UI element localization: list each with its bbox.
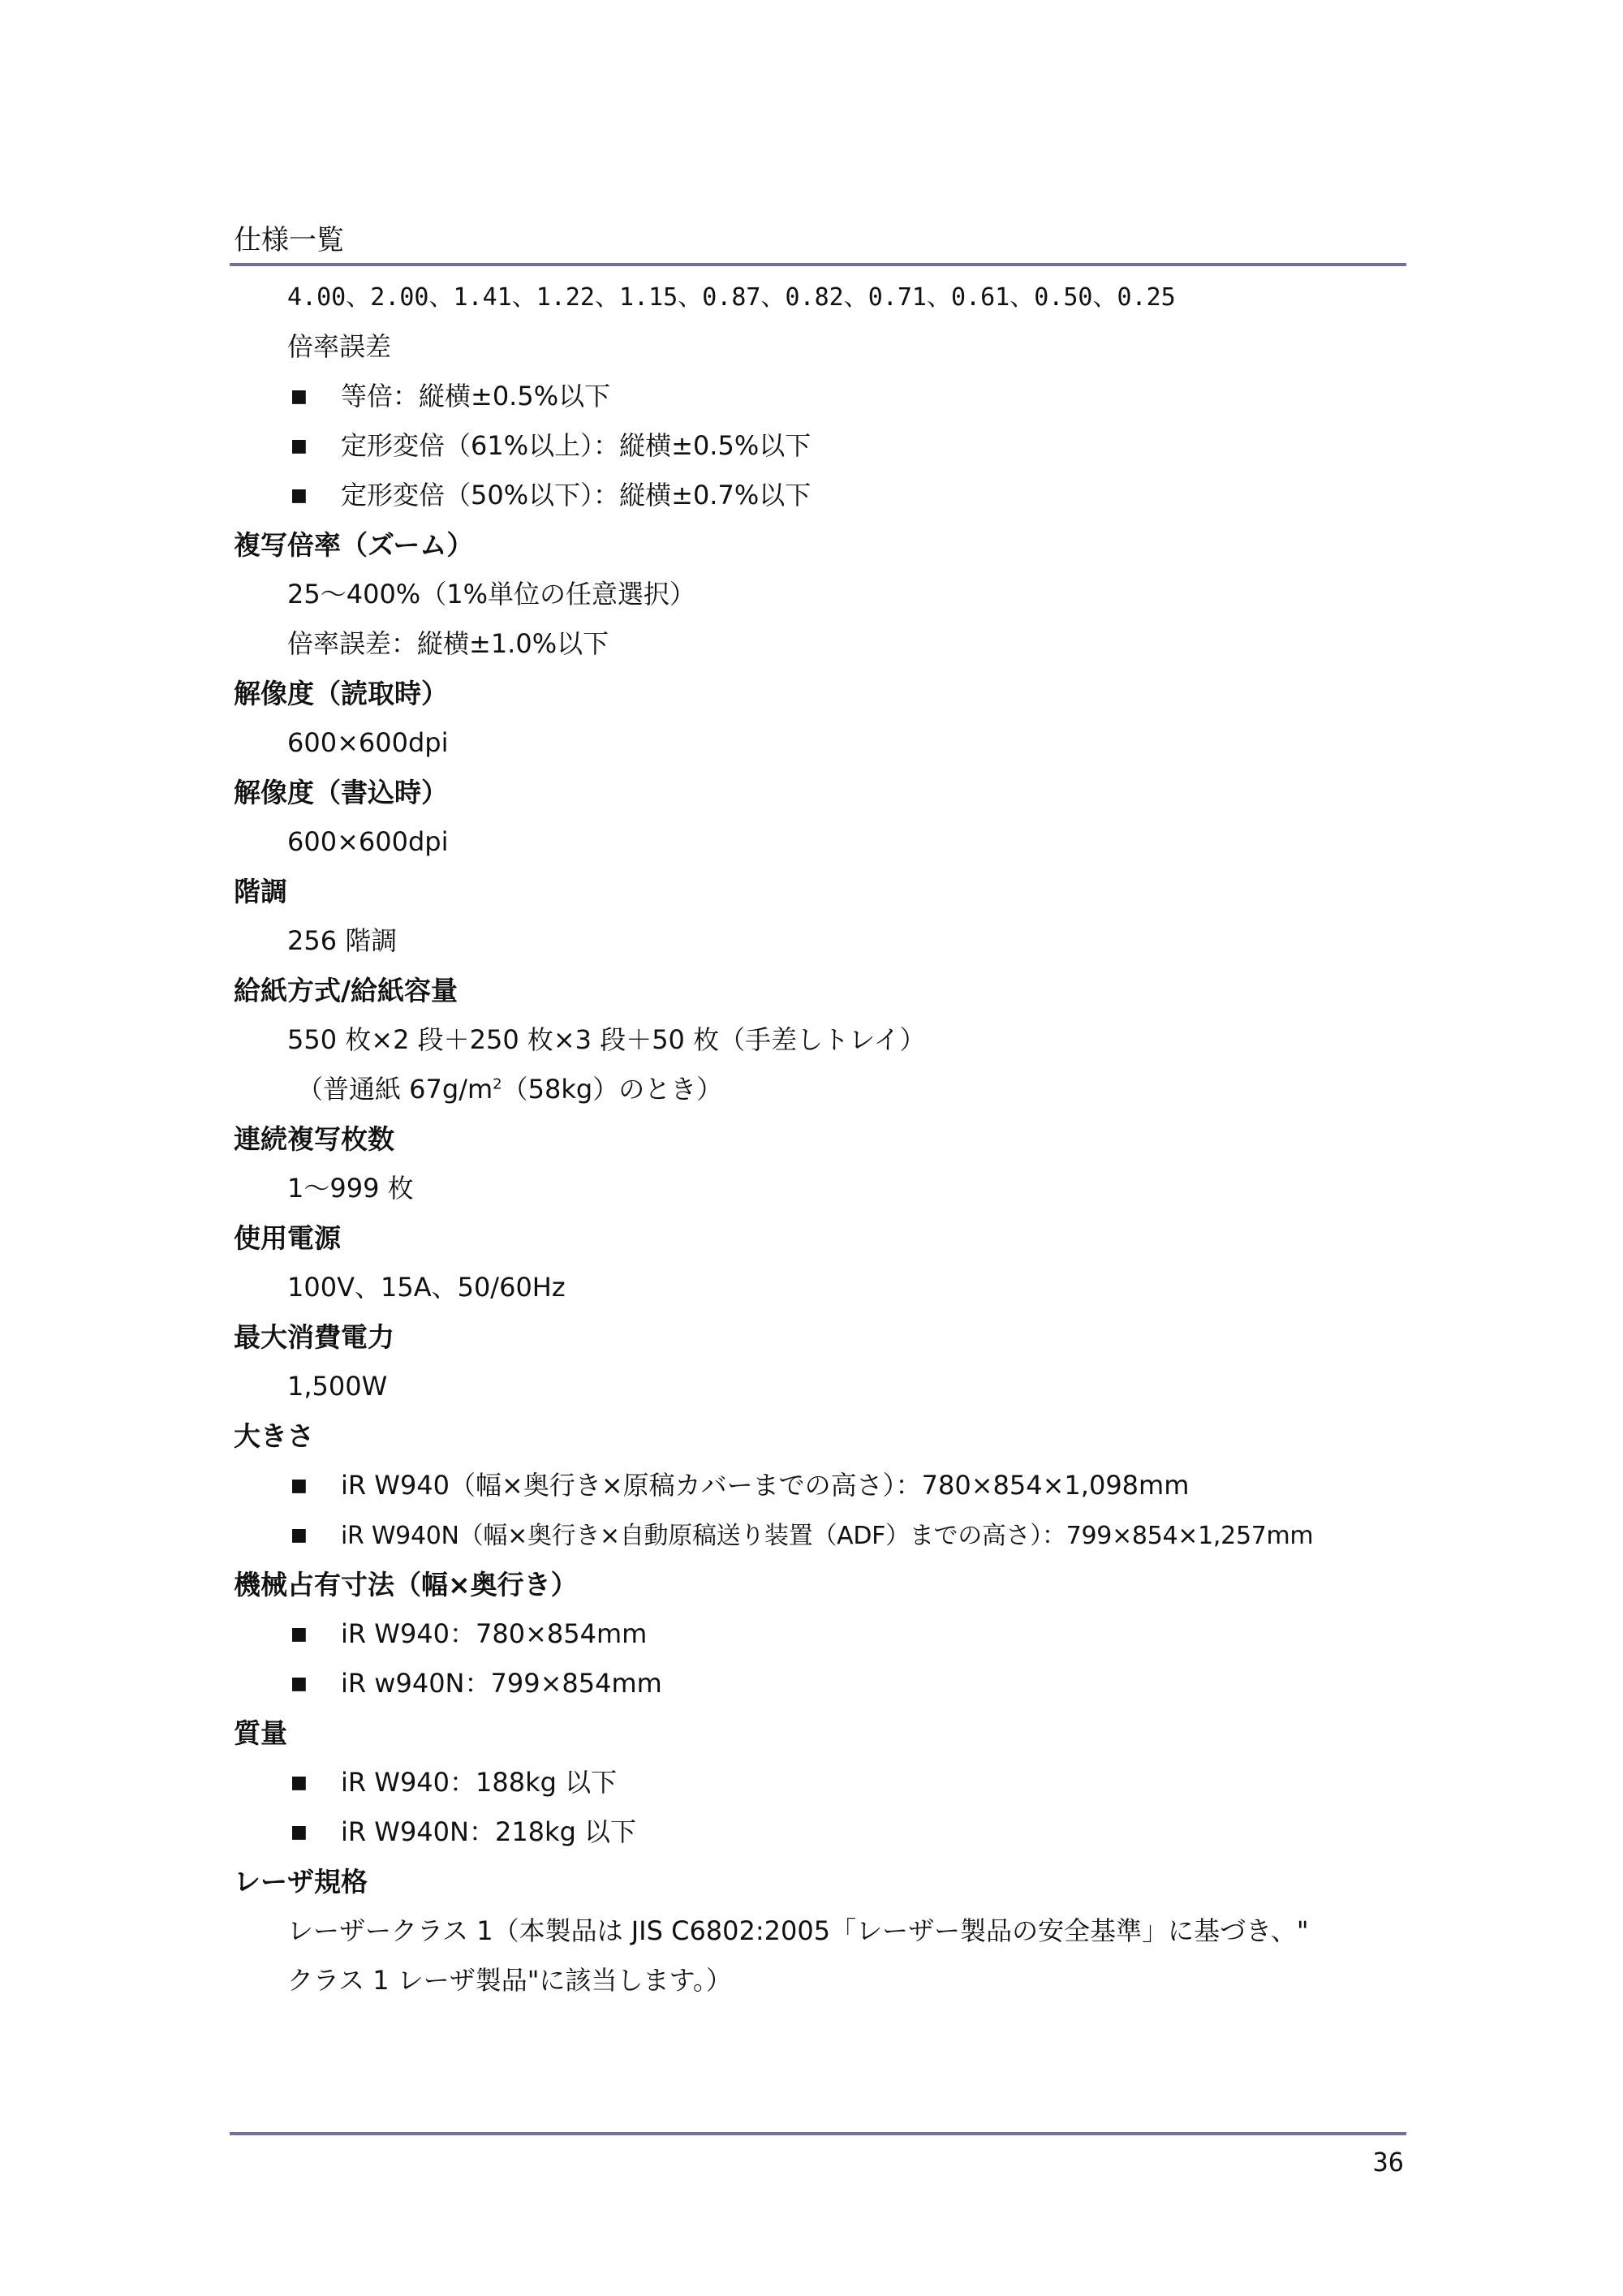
- list-item: [234, 1659, 1410, 1708]
- list-item-text: iR w940N：799×854mm: [341, 1668, 662, 1699]
- spec-list: [234, 273, 1410, 2005]
- power-supply-value: 100V、15A、50/60Hz: [287, 1272, 566, 1303]
- zoom-error: 倍率誤差：縦横±1.0%以下: [287, 628, 609, 659]
- paper-note-suffix: （58kg）のとき）: [502, 1074, 723, 1105]
- section-heading-resolution-read: 解像度（読取時）: [234, 678, 448, 709]
- paper-note-prefix: （普通紙 67g/m: [297, 1074, 493, 1105]
- list-item: [234, 1510, 1410, 1560]
- list-item: [234, 1609, 1410, 1659]
- list-item: [234, 372, 1410, 421]
- square-bullet-icon: ■: [291, 1674, 308, 1694]
- header-rule: [230, 263, 1406, 266]
- list-item-text: 等倍：縦横±0.5%以下: [341, 381, 611, 411]
- list-item-text: iR W940N（幅×奥行き×自動原稿送り装置（ADF）までの高さ）：799×854×1,257mm: [341, 1522, 1314, 1550]
- section-heading-laser: レーザ規格: [234, 1866, 368, 1898]
- section-heading-resolution-write: 解像度（書込時）: [234, 777, 448, 808]
- paper-feed-note: [234, 1065, 1410, 1114]
- list-item-text: iR W940（幅×奥行き×原稿カバーまでの高さ）：780×854×1,098mm: [341, 1470, 1190, 1501]
- zoom-fixed-ratios: 4.00、2.00、1.41、1.22、1.15、0.87、0.82、0.71、0.61、0.50、0.25: [287, 283, 1176, 312]
- zoom-range: 25～400%（1%単位の任意選択）: [287, 579, 695, 610]
- square-bullet-icon: ■: [291, 1525, 308, 1545]
- laser-text-line-2: クラス 1 レーザ製品"に該当します。）: [287, 1965, 732, 1996]
- paper-note-superscript: 2: [493, 1075, 502, 1093]
- list-item-text: iR W940N：218kg 以下: [341, 1816, 637, 1847]
- square-bullet-icon: ■: [291, 1773, 308, 1793]
- list-item-text: 定形変倍（50%以下）：縦横±0.7%以下: [341, 480, 812, 510]
- list-item: [234, 1758, 1410, 1807]
- max-power-value: 1,500W: [287, 1371, 388, 1402]
- square-bullet-icon: ■: [291, 1475, 308, 1496]
- square-bullet-icon: ■: [291, 485, 308, 506]
- square-bullet-icon: ■: [291, 386, 308, 407]
- section-heading-footprint: 機械占有寸法（幅×奥行き）: [234, 1569, 578, 1600]
- section-heading-continuous-copies: 連続複写枚数: [234, 1123, 394, 1155]
- resolution-read-value: 600×600dpi: [287, 727, 449, 758]
- list-item: [234, 1461, 1410, 1510]
- paper-feed-value: 550 枚×2 段＋250 枚×3 段＋50 枚（手差しトレイ）: [287, 1024, 926, 1055]
- section-heading-paper-feed: 給紙方式/給紙容量: [234, 975, 458, 1006]
- list-item: [234, 421, 1410, 471]
- continuous-copies-value: 1～999 枚: [287, 1173, 414, 1204]
- list-item: [234, 471, 1410, 520]
- section-heading-size: 大きさ: [234, 1420, 314, 1452]
- zoom-error-label: 倍率誤差: [287, 331, 392, 362]
- square-bullet-icon: ■: [291, 436, 308, 456]
- resolution-write-value: 600×600dpi: [287, 826, 449, 857]
- list-item-text: 定形変倍（61%以上）：縦横±0.5%以下: [341, 430, 812, 461]
- section-heading-weight: 質量: [234, 1717, 287, 1749]
- list-item: [234, 1807, 1410, 1857]
- footer-rule: [230, 2132, 1406, 2135]
- section-heading-power-supply: 使用電源: [234, 1222, 341, 1254]
- square-bullet-icon: ■: [291, 1822, 308, 1842]
- section-heading-zoom: 複写倍率（ズーム）: [234, 529, 474, 561]
- list-item-text: iR W940：780×854mm: [341, 1618, 648, 1649]
- section-heading-max-power: 最大消費電力: [234, 1321, 394, 1353]
- square-bullet-icon: ■: [291, 1624, 308, 1644]
- list-item-text: iR W940：188kg 以下: [341, 1767, 618, 1798]
- laser-text-line-1: レーザークラス 1（本製品は JIS C6802:2005「レーザー製品の安全基準」に基づき、": [287, 1915, 1309, 1946]
- gradation-value: 256 階調: [287, 925, 398, 956]
- page-number: 36: [1372, 2147, 1404, 2178]
- section-heading-gradation: 階調: [234, 876, 287, 907]
- page-header-title: 仕様一覧: [234, 224, 344, 256]
